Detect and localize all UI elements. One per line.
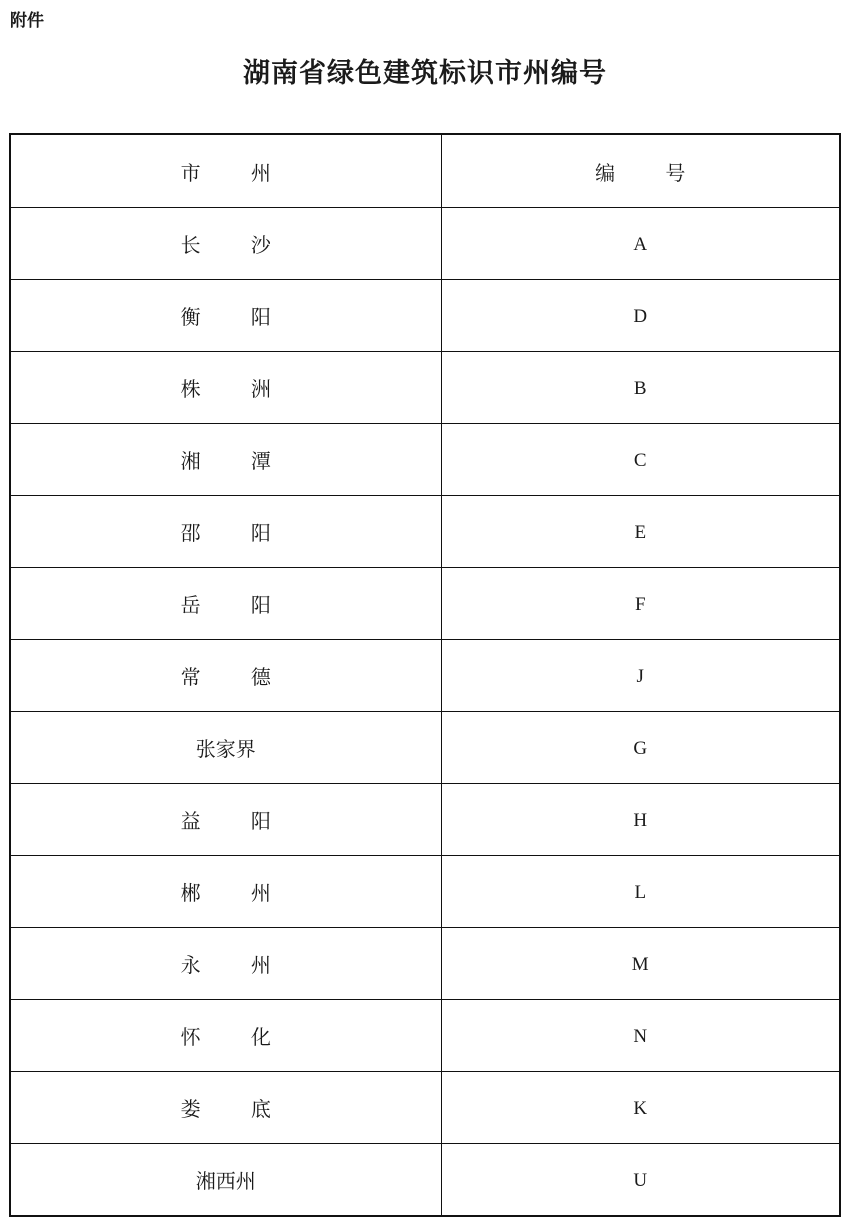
code-cell: A [441,208,840,280]
table-row [10,208,840,280]
code-cell: L [441,856,840,928]
code-cell: E [441,496,840,568]
table-row [10,784,840,856]
city-cell: 湘西州 [10,1144,441,1217]
city-cell: 岳 阳 [10,568,441,640]
city-cell: 益 阳 [10,784,441,856]
code-cell: M [441,928,840,1000]
city-code-table [9,133,841,1217]
table-row [10,352,840,424]
attachment-label: 附件 [10,11,44,31]
table-row [10,280,840,352]
table-row [10,1000,840,1072]
city-cell: 怀 化 [10,1000,441,1072]
city-cell: 常 德 [10,640,441,712]
table-header-row [10,134,840,208]
table-row [10,568,840,640]
city-cell: 郴 州 [10,856,441,928]
code-cell: N [441,1000,840,1072]
code-cell: H [441,784,840,856]
city-cell: 长 沙 [10,208,441,280]
table-row [10,424,840,496]
city-cell: 娄 底 [10,1072,441,1144]
column-header-code: 编 号 [441,134,840,208]
code-cell: D [441,280,840,352]
table-row [10,856,840,928]
city-cell: 株 洲 [10,352,441,424]
table-row [10,928,840,1000]
city-cell: 张家界 [10,712,441,784]
code-cell: G [441,712,840,784]
city-cell: 永 州 [10,928,441,1000]
code-cell: J [441,640,840,712]
city-cell: 邵 阳 [10,496,441,568]
table-row [10,712,840,784]
code-cell: K [441,1072,840,1144]
code-cell: C [441,424,840,496]
table-row [10,1072,840,1144]
table-row [10,496,840,568]
table-row [10,640,840,712]
column-header-city: 市 州 [10,134,441,208]
code-cell: U [441,1144,840,1217]
city-cell: 衡 阳 [10,280,441,352]
page-title: 湖南省绿色建筑标识市州编号 [243,58,607,89]
city-cell: 湘 潭 [10,424,441,496]
code-cell: B [441,352,840,424]
table-row [10,1144,840,1217]
code-cell: F [441,568,840,640]
